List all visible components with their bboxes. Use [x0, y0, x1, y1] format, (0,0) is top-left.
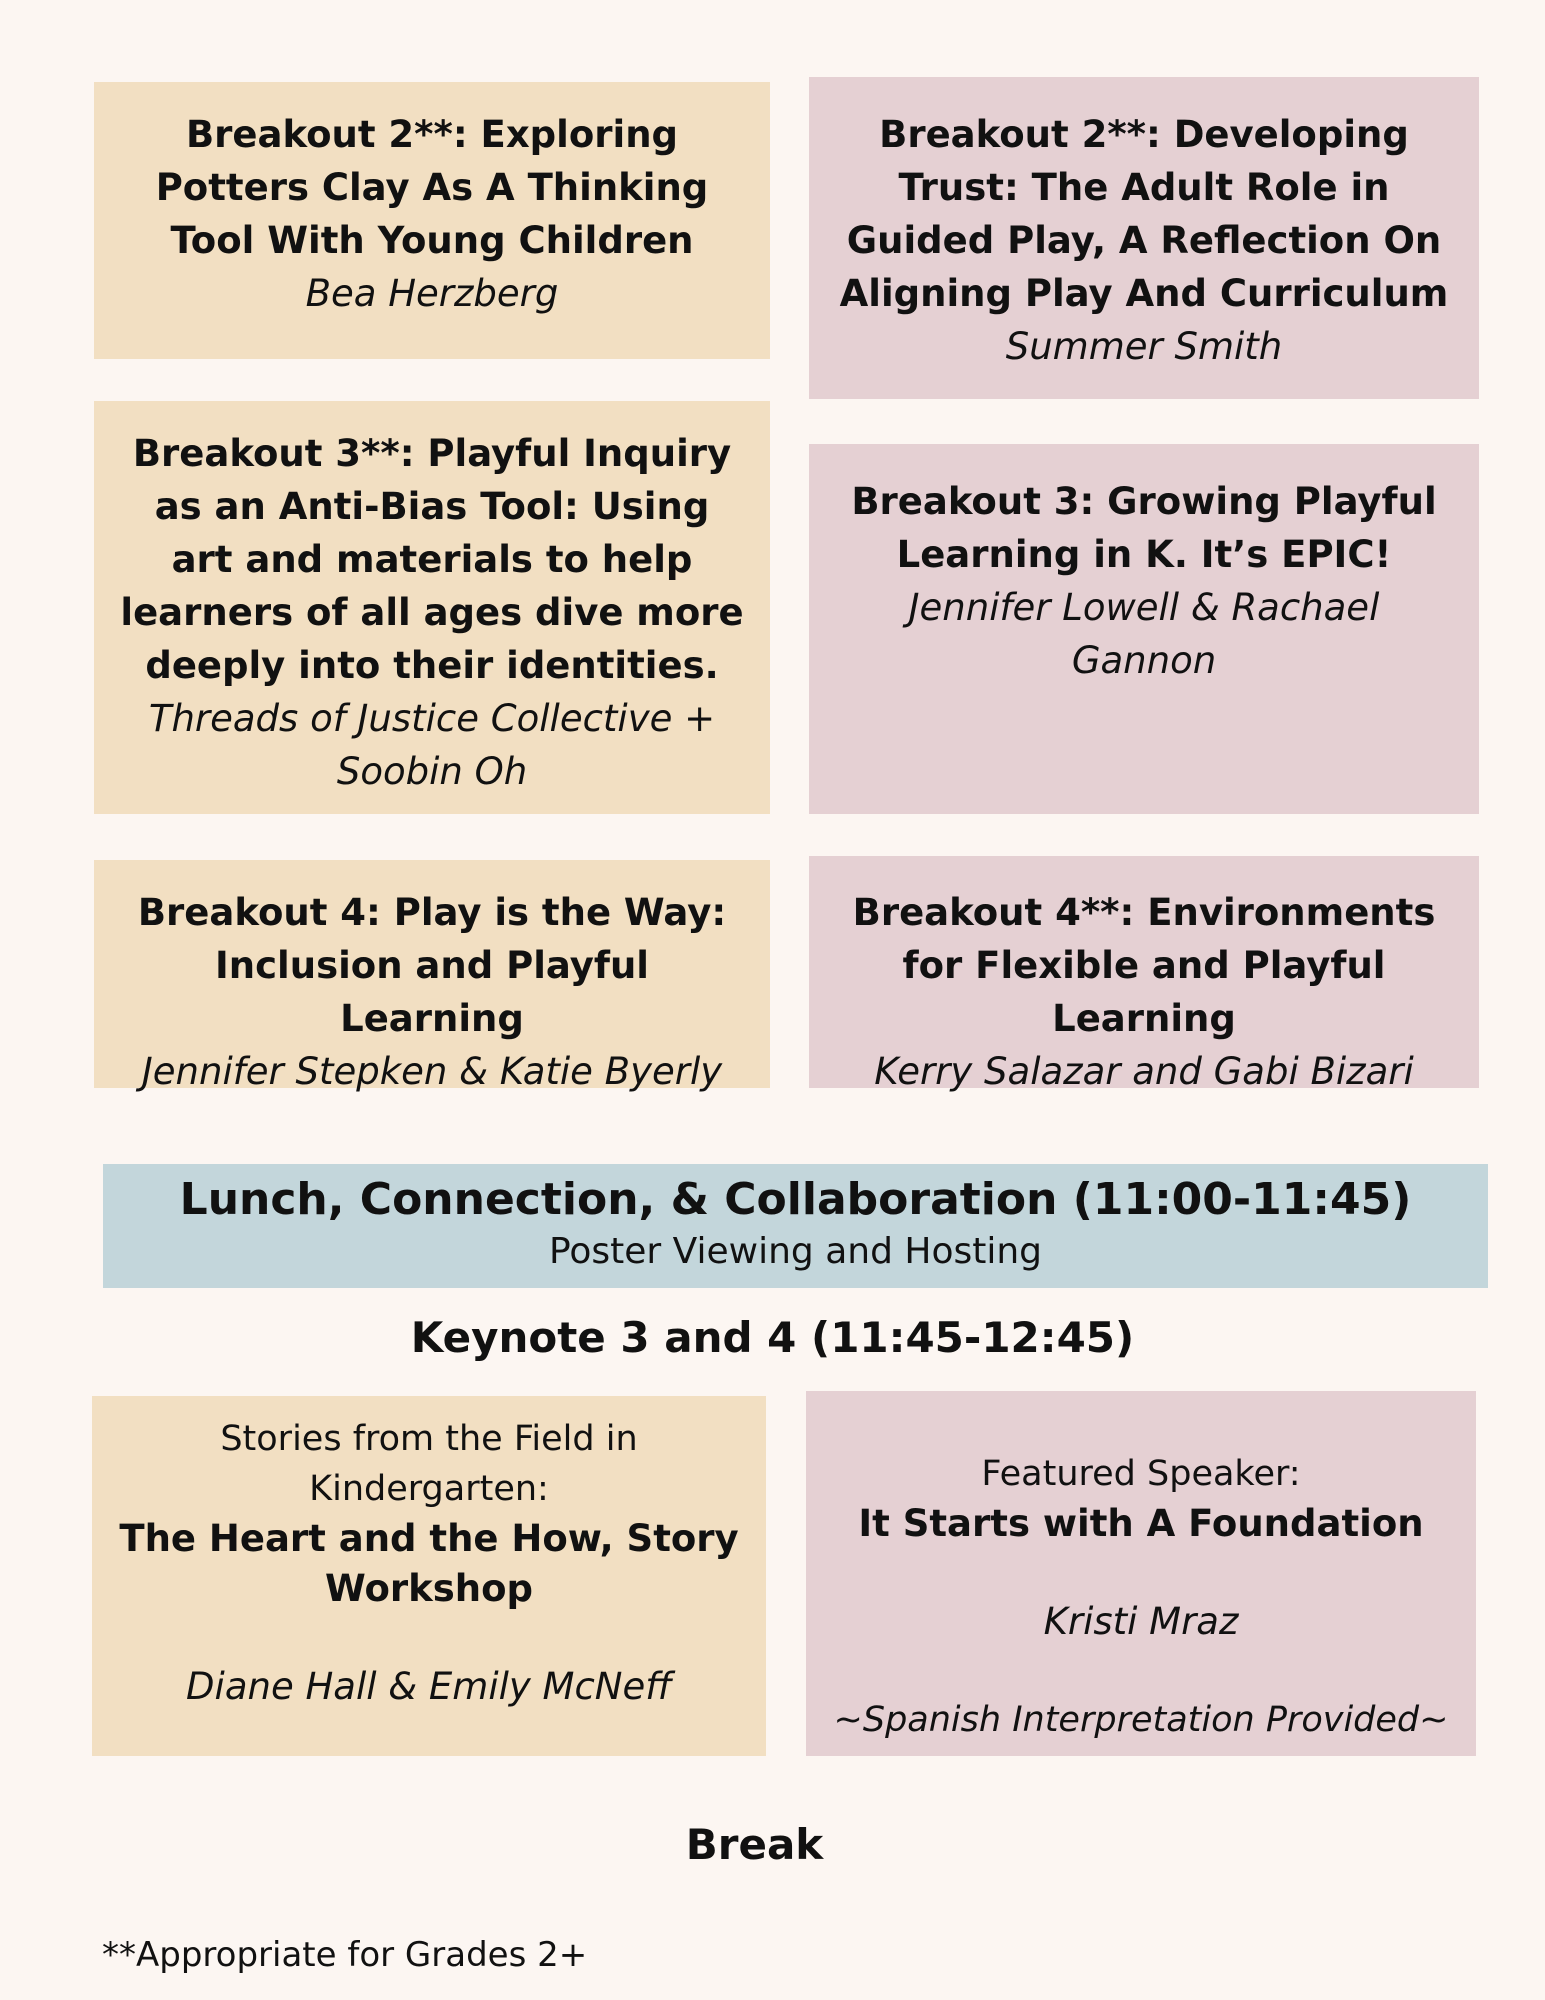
- breakout-speaker: Kerry Salazar and Gabi Bizari: [874, 1050, 1414, 1093]
- breakout-card-left-2: [94, 401, 770, 814]
- breakout-speaker: Jennifer Lowell & Rachael Gannon: [908, 586, 1380, 682]
- keynote-title: It Starts with A Foundation: [858, 1502, 1424, 1545]
- breakout-title: Breakout 2**: Developing Trust: The Adult Role in Guided Play, A Reflection On Aligning Play And Curriculum: [839, 113, 1449, 315]
- breakout-title: Breakout 3: Growing Playful Learning in K. It’s EPIC!: [851, 480, 1437, 576]
- keynote-card-right: [806, 1391, 1476, 1756]
- breakout-title: Breakout 4: Play is the Way: Inclusion and Playful Learning: [137, 891, 727, 1040]
- breakout-card-right-3: [809, 856, 1479, 1093]
- breakout-card-left-3: [94, 860, 770, 1093]
- breakout-card-left-1: [94, 82, 770, 359]
- breakout-title: Breakout 4**: Environments for Flexible and Playful Learning: [852, 891, 1436, 1040]
- break-label: Break: [685, 1820, 824, 1869]
- lunch-title: Lunch, Connection, & Collaboration (11:00-11:45): [179, 1174, 1412, 1225]
- breakout-card-right-1: [809, 77, 1479, 399]
- breakout-speaker: Jennifer Stepken & Katie Byerly: [141, 1050, 723, 1093]
- breakout-title: Breakout 3**: Playful Inquiry as an Anti-Bias Tool: Using art and materials to help learners of all ages dive more deeply into their identities.: [120, 432, 744, 687]
- keynote-heading: Keynote 3 and 4 (11:45-12:45): [410, 1313, 1135, 1362]
- breakout-card-right-2: [809, 444, 1479, 814]
- breakout-speaker: Summer Smith: [1005, 325, 1283, 368]
- breakout-speaker: Threads of Justice Collective + Soobin Oh: [148, 697, 716, 793]
- keynote-title: The Heart and the How, Story Workshop: [119, 1517, 739, 1610]
- keynote-speaker: Kristi Mraz: [1043, 1600, 1239, 1643]
- keynote-speaker: Diane Hall & Emily McNeff: [186, 1665, 672, 1708]
- footnote: **Appropriate for Grades 2+: [102, 1935, 588, 1975]
- lunch-banner: [103, 1164, 1488, 1288]
- interpretation-note: ~Spanish Interpretation Provided~: [833, 1700, 1449, 1740]
- keynote-intro: Featured Speaker:: [981, 1454, 1301, 1494]
- keynote-intro: Stories from the Field in Kindergarten:: [220, 1419, 638, 1509]
- lunch-subtitle: Poster Viewing and Hosting: [548, 1231, 1043, 1272]
- breakout-speaker: Bea Herzberg: [305, 272, 559, 315]
- keynote-card-left: [92, 1396, 766, 1756]
- breakout-title: Breakout 2**: Exploring Potters Clay As A Thinking Tool With Young Children: [155, 113, 709, 262]
